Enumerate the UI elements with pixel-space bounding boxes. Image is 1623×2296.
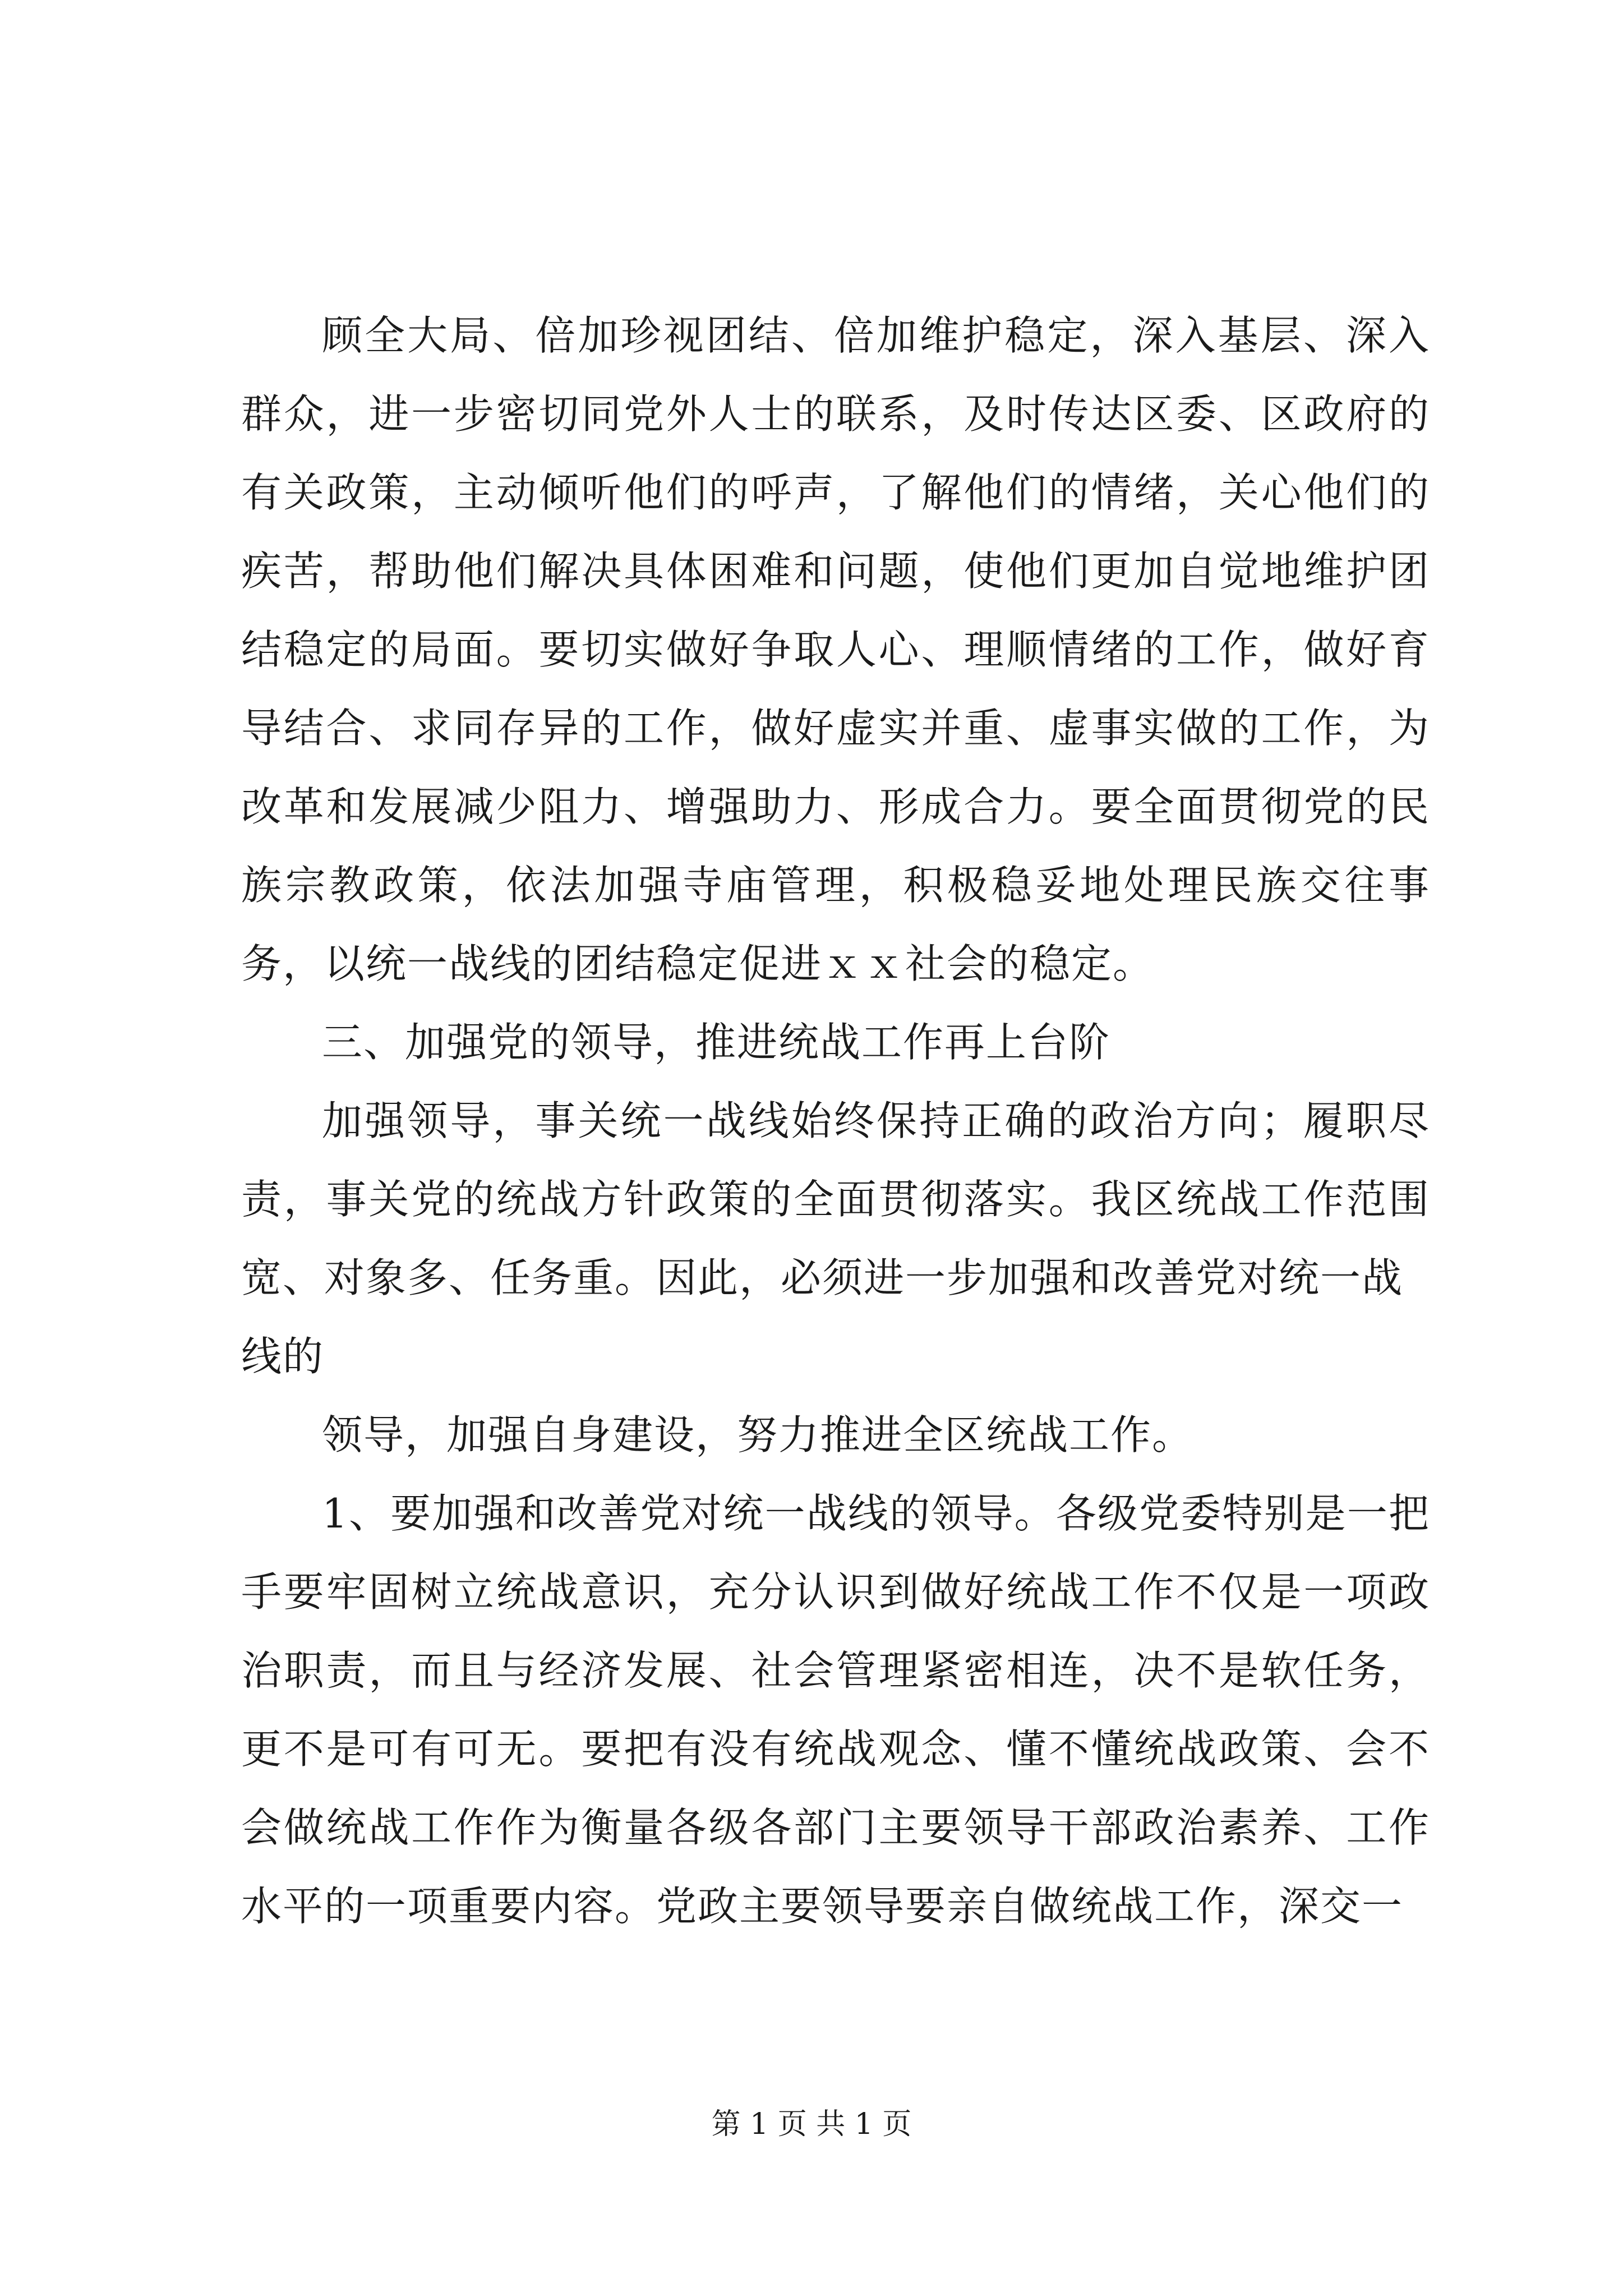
page-footer: 第 1 页 共 1 页 (711, 2108, 912, 2141)
paragraph-leadership: 加强领导，事关统一战线始终保持正确的政治方向；履职尽责，事关党的统战方针政策的全面贯彻落实。我区统战工作范围宽、对象多、任务重。因此，必须进一步加强和改善党对统一战 (241, 1097, 1430, 1301)
paragraph-leadership-tail: 线的 (241, 1333, 325, 1380)
paragraph-item-1: 1、要加强和改善党对统一战线的领导。各级党委特别是一把手要牢固树立统战意识，充分认识到做好统战工作不仅是一项政治职责，而且与经济发展、社会管理紧密相连，决不是软任务，更不是可有可无。要把有没有统战观念、懂不懂统战政策、会不会做统战工作作为衡量各级各部门主要领导干部政治素养、工作水平的一项重要内容。党政主要领导要亲自做统战工作，深交一 (241, 1490, 1430, 1930)
document-body (241, 296, 1430, 1945)
paragraph-unity-stability: 顾全大局、倍加珍视团结、倍加维护稳定，深入基层、深入群众，进一步密切同党外人士的联系，及时传达区委、区政府的有关政策，主动倾听他们的呼声，了解他们的情绪，关心他们的疾苦，帮助他们解决具体困难和问题，使他们更加自觉地维护团结稳定的局面。要切实做好争取人心、理顺情绪的工作，做好育导结合、求同存异的工作，做好虚实并重、虚事实做的工作，为改革和发展减少阻力、增强助力、形成合力。要全面贯彻党的民族宗教政策，依法加强寺庙管理，积极稳妥地处理民族交往事务，以统一战线的团结稳定促进ｘｘ社会的稳定。 (241, 312, 1430, 987)
paragraph-self-building: 领导，加强自身建设，努力推进全区统战工作。 (322, 1411, 1194, 1458)
section-heading: 三、加强党的领导，推进统战工作再上台阶 (322, 1019, 1111, 1066)
